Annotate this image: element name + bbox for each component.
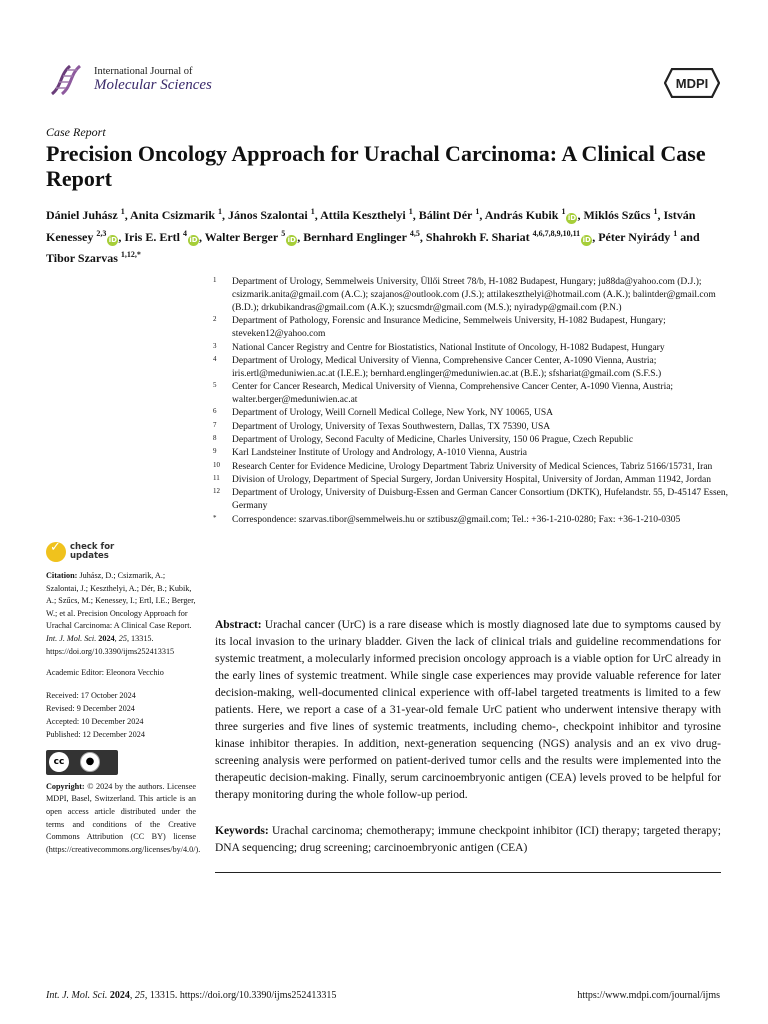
abstract-text: Urachal cancer (UrC) is a rare disease which is mostly diagnosed late due to symptoms caused by its local invasion to the urinary bladder. Given the lack of clinical trials and guideline recommendations for systemic treatment, a molecularly informed precision oncology approach is a viable option for UrC already in the early lines of systemic treatment. While single case experiences may provide valuable reference for later decision-making, well-documented clinical experience with off-label targeted treatments is limited to a few patients. Here, we report a case of a 31-year-old female UrC patient who underwent intensive therapy with three surgeries and five lines of systemic treatments, including chemo-, checkpoint inhibitor and tyrosine kinase inhibitor therapies. In addition, next-generation sequencing (NGS) analysis and an ex vivo drug-screening analysis were performed on patient-derived tumor cells and the results were implemented into the therapeutic decision-making. Finally, serum carcinoembryonic antigen (CEA) levels proved to be helpful for therapy monitoring during the whole follow-up period. <box>215 619 722 801</box>
check-for-updates-button[interactable] <box>46 542 196 562</box>
sidebar <box>46 542 201 856</box>
author-affiliation-marker: 1 <box>475 207 480 216</box>
affiliation-number: 11 <box>213 473 220 482</box>
affiliation-text: Department of Pathology, Forensic and Insurance Medicine, Semmelweis University, H-1082 Budapest, Hungary; steveken12@yahoo.com <box>232 316 666 340</box>
affiliation-number: 1 <box>213 276 217 284</box>
by-label: BY <box>86 765 93 772</box>
affiliation-text: Research Center for Evidence Medicine, Urology Department Tabriz University of Medical Sciences, Tabriz 5166/15731, Iran <box>232 461 713 472</box>
author-affiliation-marker: 1 <box>310 207 315 216</box>
author-name[interactable]: Péter Nyirády <box>598 229 671 244</box>
affiliation-text: Department of Urology, University of Duisburg-Essen and German Cancer Consortium (DKTK), Hufelandstr. 55, D-45147 Essen, Germany <box>232 488 729 512</box>
affiliation-item <box>213 487 733 513</box>
check-updates-icon <box>46 542 66 562</box>
author-affiliation-marker: 5 <box>281 228 286 238</box>
mdpi-logo <box>664 68 720 98</box>
author-name[interactable]: Dániel Juhász <box>46 208 118 222</box>
affiliation-item <box>213 421 733 434</box>
copyright-label: Copyright: <box>46 781 85 791</box>
date-accepted: Accepted: 10 December 2024 <box>46 716 144 726</box>
date-revised: Revised: 9 December 2024 <box>46 703 135 713</box>
affiliation-item <box>213 276 733 315</box>
footer-journal: Int. J. Mol. Sci. <box>46 990 108 1001</box>
citation-label: Citation: <box>46 571 78 580</box>
author-affiliation-marker: 1 <box>561 207 566 216</box>
footer-citation: Int. J. Mol. Sci. 2024, 25, 13315. https://doi.org/10.3390/ijms252413315 <box>46 990 337 1001</box>
affiliation-item <box>213 342 733 355</box>
author-name[interactable]: Anita Csizmarik <box>130 208 216 222</box>
article-title: Precision Oncology Approach for Urachal Carcinoma: A Clinical Case Report <box>46 141 706 191</box>
author-name[interactable]: Shahrokh F. Shariat <box>425 229 530 244</box>
abstract-label: Abstract: <box>215 619 262 631</box>
orcid-icon[interactable]: iD <box>189 235 198 244</box>
citation-volume: 25 <box>118 633 127 643</box>
affiliation-item <box>213 474 733 487</box>
affiliation-item <box>213 461 733 474</box>
author-name[interactable]: Bálint Dér <box>418 208 473 222</box>
academic-editor: Academic Editor: Eleonora Vecchio <box>46 668 164 678</box>
citation-journal: Int. J. Mol. Sci. <box>46 633 97 643</box>
article-type: Case Report <box>46 125 106 139</box>
affiliation-number: 10 <box>213 460 220 469</box>
affiliation-number: 8 <box>213 434 217 443</box>
affiliation-item <box>213 514 733 527</box>
footer-volume: 25 <box>134 990 145 1001</box>
copyright-text: © 2024 by the authors. Licensee MDPI, Basel, Switzerland. This article is an open access article distributed under the terms and conditions of the Creative Commons Attribution (CC BY) license (https://creativecommons.org/licenses/by/4.0/). <box>46 781 201 854</box>
section-divider <box>215 872 721 873</box>
author-name[interactable]: Bernhard Englinger <box>303 229 407 244</box>
mdpi-logo-text: MDPI <box>675 76 709 91</box>
dna-helix-icon <box>46 60 86 100</box>
affiliation-item <box>213 381 733 407</box>
affiliation-number: * <box>213 513 217 522</box>
journal-logo <box>46 60 266 100</box>
affiliation-text: Department of Urology, Medical University of Vienna, Comprehensive Cancer Center, A-1090 Vienna, Austria; iris.ertl@meduniwien.ac.at (I.E.E.); bernhard.englinger@meduniwien.ac.at (B.E.); sfshariat@gmail.com (S.F.S.) <box>232 355 662 379</box>
orcid-icon[interactable]: iD <box>582 235 591 244</box>
author-affiliation-marker: 1 <box>673 228 678 238</box>
date-published: Published: 12 December 2024 <box>46 729 145 739</box>
affiliation-item <box>213 447 733 460</box>
author-affiliation-marker: 4,6,7,8,9,10,11 <box>532 228 581 238</box>
journal-name-line2: Molecular Sciences <box>94 77 212 93</box>
publication-dates <box>46 689 196 741</box>
footer-year: 2024 <box>109 990 130 1001</box>
author-affiliation-marker: 4 <box>183 228 187 238</box>
author-name[interactable]: János Szalontai <box>228 208 308 222</box>
affiliation-number: 9 <box>213 447 217 456</box>
journal-name-line1: International Journal of <box>94 66 193 77</box>
date-received: Received: 17 October 2024 <box>46 690 136 700</box>
orcid-icon[interactable]: iD <box>287 235 296 244</box>
check-updates-line1: check for <box>70 542 115 552</box>
creative-commons-icon: cc <box>49 752 69 772</box>
affiliation-number: 5 <box>213 381 217 390</box>
affiliation-text: Division of Urology, Department of Special Surgery, Jordan University Hospital, University of Jordan, Amman 11942, Jordan <box>232 474 711 485</box>
affiliation-number: 12 <box>213 487 220 496</box>
author-list: Dániel Juhász $^1$, Anita Csizmarik $^1$, János Szalontai $^1$, Attila Keszthelyi $^1$, Bálint Dér $^1$, András Kubik $^1$iD, Miklós Szűcs $^1$, István Kenessey $^{2,3}$iD, Iris E. Ertl $^4$iD, Walter Berger $^5$iD, Bernhard Englinger $^{4,5}$, Shahrokh F. Shariat $^{4,6,7,8,9,10,11}$iD, Péter Nyirády $^1$ and Tibor Szarvas $^{1,12,*}$ <box>46 207 700 265</box>
affiliation-text: Department of Urology, Second Faculty of Medicine, Charles University, 150 06 Prague, Czech Republic <box>232 435 634 446</box>
affiliation-text: Karl Landsteiner Institute of Urology and Andrology, A-1010 Vienna, Austria <box>232 448 527 459</box>
affiliation-text: National Cancer Registry and Centre for Biostatistics, National Institute of Oncology, H-1082 Budapest, Hungary <box>232 342 665 353</box>
footer-doi[interactable]: , 13315. https://doi.org/10.3390/ijms252413315 <box>144 990 337 1001</box>
keywords <box>215 823 721 857</box>
affiliation-number: 3 <box>213 341 217 350</box>
attribution-icon: ● <box>80 752 100 772</box>
author-affiliation-marker: 1 <box>218 207 223 216</box>
affiliation-item <box>213 315 733 341</box>
affiliation-number: 2 <box>213 315 217 324</box>
affiliation-item <box>213 434 733 447</box>
author-affiliation-marker: 4,5 <box>409 228 420 238</box>
abstract <box>215 617 721 804</box>
affiliation-text: Center for Cancer Research, Medical University of Vienna, Comprehensive Cancer Center, A-1090 Vienna, Austria; walter.berger@meduniwien.ac.at <box>232 382 674 406</box>
author-name[interactable]: Miklós Szűcs <box>583 208 651 222</box>
author-conjunction: and <box>680 229 700 244</box>
author-affiliation-marker: 2,3 <box>96 228 107 238</box>
affiliation-text: Department of Urology, Weill Cornell Medical College, New York, NY 10065, USA <box>232 408 554 419</box>
copyright-notice <box>46 781 201 857</box>
citation-year: 2024 <box>98 633 115 643</box>
author-name[interactable]: Iris E. Ertl <box>124 229 180 244</box>
affiliation-item <box>213 355 733 381</box>
affiliation-number: 6 <box>213 407 217 416</box>
author-affiliation-marker: 1,12,* <box>120 250 141 259</box>
citation: Citation: Juhász, D.; Csizmarik, A.; Szalontai, J.; Keszthelyi, A.; Dér, B.; Kubik, A.; Szűcs, M.; Kenessey, I.; Ertl, I.E.; Berger, W.; et al. Precision Oncology Approach for Urachal Carcinoma: A Clinical Case Report. Int. J. Mol. Sci. 2024, 25, 13315. https://doi.org/10.3390/ijms252413315 <box>46 571 196 656</box>
affiliation-text: Department of Urology, Semmelweis University, Üllői Street 78/b, H-1082 Budapest, Hungary; ju88da@yahoo.com (D.J.); csizmarik.anita@gmail.com (A.C.); szajanos@outlook.com (J.S.); attilakeszthelyi@hotmail.com (A.K.); balintder@gmail.com (B.D.); drkubikandras@gmail.com (A.K.); szucsmdr@gmail.com (M.S.); nyiradyp@gmail.com (P.N.) <box>232 277 716 313</box>
keywords-text: Urachal carcinoma; chemotherapy; immune checkpoint inhibitor (ICI) therapy; targeted therapy; DNA sequencing; drug screening; carcinoembryonic antigen (CEA) <box>215 825 721 854</box>
keywords-label: Keywords: <box>215 825 269 837</box>
citation-text: Juhász, D.; Csizmarik, A.; Szalontai, J.; Keszthelyi, A.; Dér, B.; Kubik, A.; Szűcs, M.; Kenessey, I.; Ertl, I.E.; Berger, W.; et al. Precision Oncology Approach for Urachal Carcinoma: A Clinical Case Report. <box>46 571 196 631</box>
author-name[interactable]: Tibor Szarvas <box>46 251 118 265</box>
author-name[interactable]: Attila Keszthelyi <box>320 208 406 222</box>
orcid-icon[interactable]: iD <box>567 214 577 222</box>
author-name[interactable]: Walter Berger <box>204 229 279 244</box>
affiliation-text: Correspondence: szarvas.tibor@semmelweis.hu or sztibusz@gmail.com; Tel.: +36-1-210-0280; Fax: +36-1-210-0305 <box>232 514 681 525</box>
author-name[interactable]: István Kenessey <box>46 208 696 244</box>
citation-doi[interactable]: , 13315. https://doi.org/10.3390/ijms252413315 <box>46 633 175 656</box>
cc-by-license-badge[interactable] <box>46 750 118 775</box>
affiliation-item <box>213 407 733 420</box>
check-updates-line2: updates <box>70 551 109 561</box>
author-name[interactable]: András Kubik <box>484 208 559 222</box>
affiliation-number: 4 <box>213 354 217 363</box>
affiliation-number: 7 <box>213 420 217 429</box>
footer-journal-url[interactable]: https://www.mdpi.com/journal/ijms <box>577 990 720 1001</box>
author-affiliation-marker: 1 <box>408 207 413 216</box>
affiliation-list <box>213 276 733 527</box>
author-affiliation-marker: 1 <box>653 207 658 216</box>
affiliation-text: Department of Urology, University of Texas Southwestern, Dallas, TX 75390, USA <box>232 421 551 432</box>
author-affiliation-marker: 1 <box>120 207 125 216</box>
orcid-icon[interactable]: iD <box>108 235 117 244</box>
